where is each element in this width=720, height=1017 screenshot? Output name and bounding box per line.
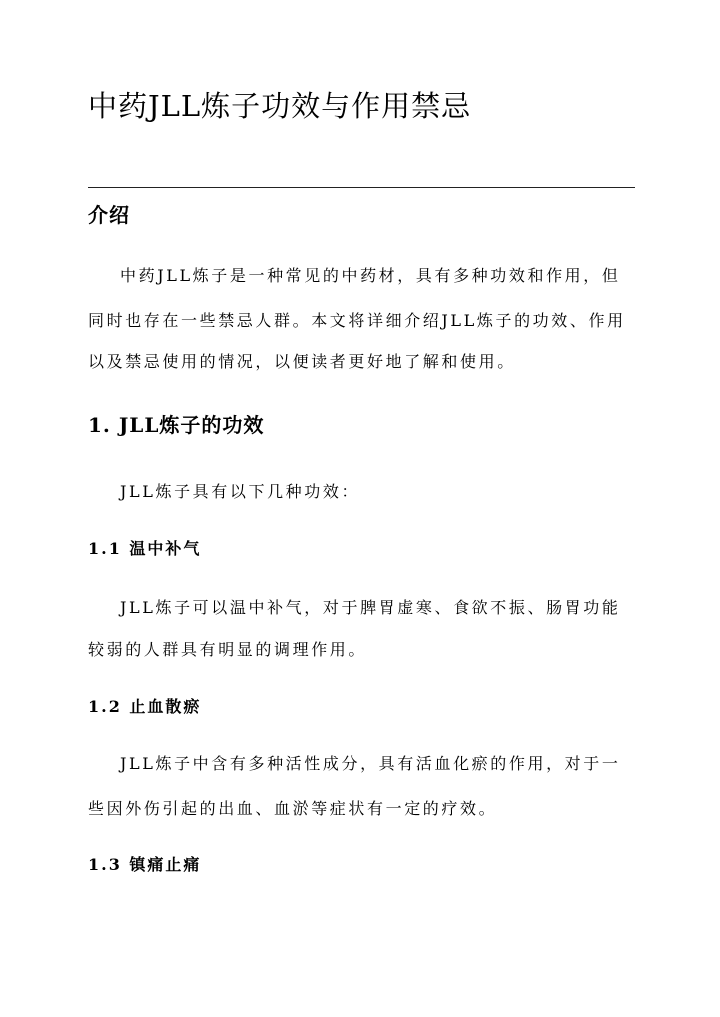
section-1-heading: 1. JLL炼子的功效 — [88, 413, 265, 437]
subsection-1-1-line-2: 较弱的人群具有明显的调理作用。 — [88, 640, 368, 659]
intro-line-1: 中药JLL炼子是一种常见的中药材，具有多种功效和作用，但 — [120, 266, 621, 285]
subsection-1-2-heading: 1.2 止血散瘀 — [88, 697, 202, 716]
title-divider — [88, 187, 635, 188]
subsection-1-2-line-2: 些因外伤引起的出血、血淤等症状有一定的疗效。 — [88, 799, 498, 818]
section-1-lead: JLL炼子具有以下几种功效： — [120, 482, 361, 501]
intro-line-3: 以及禁忌使用的情况，以便读者更好地了解和使用。 — [88, 352, 516, 371]
document-title: 中药JLL炼子功效与作用禁忌 — [88, 89, 472, 123]
subsection-1-1-line-1: JLL炼子可以温中补气，对于脾胃虚寒、食欲不振、肠胃功能 — [120, 598, 621, 617]
subsection-1-1-heading: 1.1 温中补气 — [88, 539, 202, 558]
intro-heading: 介绍 — [88, 203, 130, 227]
subsection-1-3-heading: 1.3 镇痛止痛 — [88, 855, 202, 874]
intro-line-2: 同时也存在一些禁忌人群。本文将详细介绍JLL炼子的功效、作用 — [88, 311, 626, 330]
subsection-1-2-line-1: JLL炼子中含有多种活性成分，具有活血化瘀的作用，对于一 — [120, 754, 621, 773]
